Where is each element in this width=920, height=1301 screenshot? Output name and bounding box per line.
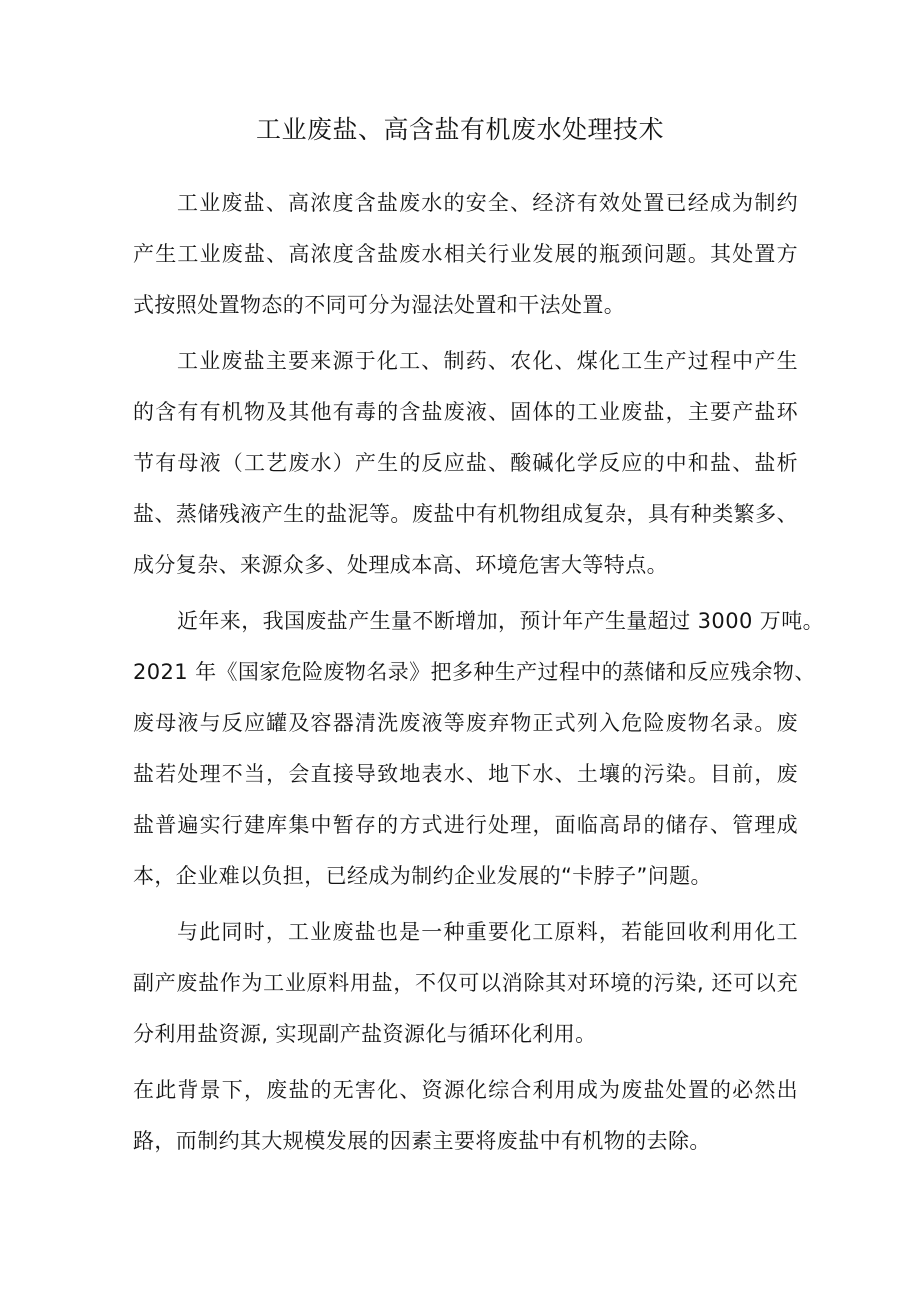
- document-title: 工业废盐、高含盐有机废水处理技术: [255, 115, 664, 144]
- paragraph-line: 与此同时，工业废盐也是一种重要化工原料，若能回收利用化工: [177, 920, 798, 944]
- paragraph-line: 废母液与反应罐及容器清洗废液等废弃物正式列入危险废物名录。废: [133, 711, 798, 735]
- paragraph-3: [133, 596, 824, 902]
- paragraph-line: 近年来，我国废盐产生量不断增加，预计年产生量超过 3000 万吨。: [177, 609, 824, 633]
- paragraph-line: 2021 年《国家危险废物名录》把多种生产过程中的蒸储和反应残余物、: [133, 660, 816, 684]
- paragraph-line: 的含有有机物及其他有毒的含盐废液、固体的工业废盐，主要产盐环: [133, 400, 798, 424]
- paragraph-line: 副产废盐作为工业原料用盐，不仅可以消除其对环境的污染, 还可以充: [133, 971, 798, 995]
- paragraph-line: 工业废盐主要来源于化工、制药、农化、煤化工生产过程中产生: [177, 349, 798, 373]
- paragraph-line: 产生工业废盐、高浓度含盐废水相关行业发展的瓶颈问题。其处置方: [133, 242, 798, 266]
- paragraph-line: 在此背景下，废盐的无害化、资源化综合利用成为废盐处置的必然出: [133, 1078, 798, 1102]
- paragraph-line: 分利用盐资源, 实现副产盐资源化与循环化利用。: [133, 1022, 597, 1046]
- paragraph-4: [133, 907, 798, 1060]
- paragraph-line: 成分复杂、来源众多、处理成本高、环境危害大等特点。: [133, 553, 668, 577]
- paragraph-line: 本，企业难以负担，已经成为制约企业发展的“卡脖子”问题。: [133, 864, 712, 888]
- paragraph-2: [133, 336, 798, 591]
- paragraph-line: 工业废盐、高浓度含盐废水的安全、经济有效处置已经成为制约: [177, 191, 798, 215]
- paragraph-line: 盐若处理不当，会直接导致地表水、地下水、土壤的污染。目前，废: [133, 762, 798, 786]
- paragraph-1: [133, 178, 798, 331]
- paragraph-line: 节有母液（工艺废水）产生的反应盐、酸碱化学反应的中和盐、盐析: [133, 451, 798, 475]
- paragraph-line: 路，而制约其大规模发展的因素主要将废盐中有机物的去除。: [133, 1129, 711, 1153]
- paragraph-line: 盐普遍实行建库集中暂存的方式进行处理，面临高昂的储存、管理成: [133, 813, 798, 837]
- paragraph-5: [133, 1065, 798, 1167]
- paragraph-line: 式按照处置物态的不同可分为湿法处置和干法处置。: [133, 293, 626, 317]
- paragraph-line: 盐、蒸储残液产生的盐泥等。废盐中有机物组成复杂，具有种类繁多、: [133, 502, 798, 526]
- document-body: [133, 178, 824, 1167]
